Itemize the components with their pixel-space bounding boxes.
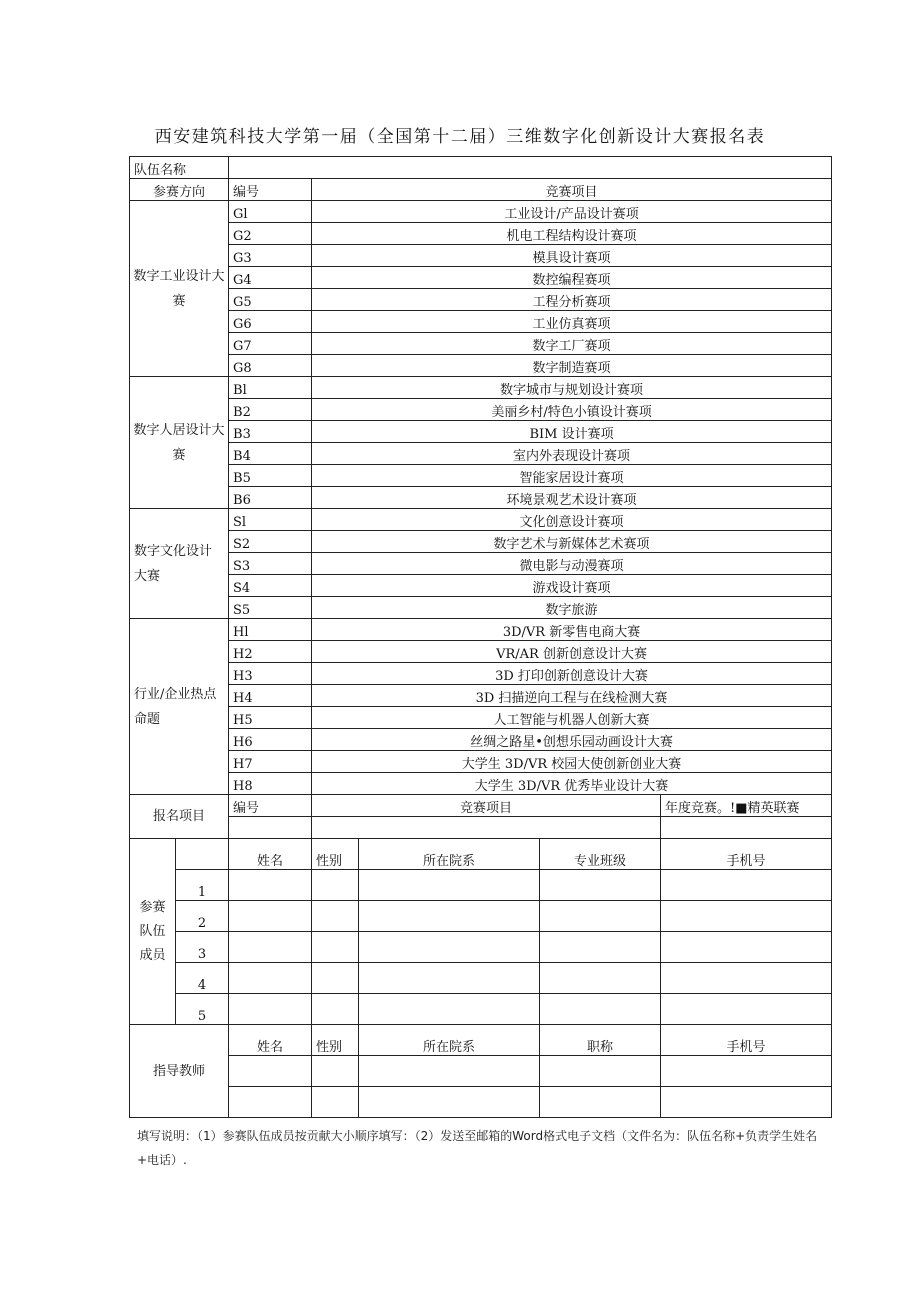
member-cell[interactable] (540, 901, 661, 932)
item-name: 工业仿真赛项 (312, 311, 832, 333)
item-code: Bl (229, 377, 312, 399)
member-cell[interactable] (229, 901, 312, 932)
item-code: H6 (229, 729, 312, 751)
item-name: 数控编程赛项 (312, 267, 832, 289)
member-index: 1 (176, 870, 229, 901)
item-name: 室内外表现设计赛项 (312, 443, 832, 465)
item-code: Hl (229, 619, 312, 641)
item-code: B4 (229, 443, 312, 465)
item-code: H5 (229, 707, 312, 729)
item-name: 文化创意设计赛项 (312, 509, 832, 531)
member-cell[interactable] (229, 932, 312, 963)
item-name: 大学生 3D/VR 校园大使创新创业大赛 (312, 751, 832, 773)
item-code: G3 (229, 245, 312, 267)
item-code: G8 (229, 355, 312, 377)
item-name: 数字城市与规划设计赛项 (312, 377, 832, 399)
member-cell[interactable] (359, 994, 540, 1025)
member-cell[interactable] (661, 963, 832, 994)
advisor-cell[interactable] (229, 1087, 312, 1118)
item-name: 丝绸之路星•创想乐园动画设计大赛 (312, 729, 832, 751)
item-code: H4 (229, 685, 312, 707)
member-header-cell: 所在院系 (359, 839, 540, 870)
item-name: 大学生 3D/VR 优秀毕业设计大赛 (312, 773, 832, 795)
member-cell[interactable] (312, 901, 359, 932)
member-cell[interactable] (229, 870, 312, 901)
registration-extra-header: 年度竞赛。!■精英联赛 (661, 795, 832, 817)
team-name-label: 队伍名称 (130, 157, 229, 179)
member-cell[interactable] (359, 932, 540, 963)
item-name: 微电影与动漫赛项 (312, 553, 832, 575)
advisor-header-cell: 性别 (312, 1025, 359, 1056)
member-cell[interactable] (312, 963, 359, 994)
advisor-cell[interactable] (661, 1087, 832, 1118)
member-cell[interactable] (540, 994, 661, 1025)
direction-label: 参赛方向 (130, 179, 229, 201)
item-name: 机电工程结构设计赛项 (312, 223, 832, 245)
item-code: G4 (229, 267, 312, 289)
member-cell[interactable] (540, 932, 661, 963)
member-cell[interactable] (312, 932, 359, 963)
member-index: 3 (176, 932, 229, 963)
item-code: H2 (229, 641, 312, 663)
item-name: 3D 扫描逆向工程与在线检测大赛 (312, 685, 832, 707)
category-name: 数字工业设计大赛 (130, 201, 229, 377)
category-name: 行业/企业热点命题 (130, 619, 229, 795)
item-name: 3D/VR 新零售电商大赛 (312, 619, 832, 641)
item-name: 人工智能与机器人创新大赛 (312, 707, 832, 729)
item-code: G7 (229, 333, 312, 355)
registration-form-table (129, 156, 832, 1118)
item-code: S5 (229, 597, 312, 619)
advisor-cell[interactable] (359, 1056, 540, 1087)
advisor-cell[interactable] (661, 1056, 832, 1087)
member-cell[interactable] (312, 870, 359, 901)
member-cell[interactable] (359, 870, 540, 901)
item-name: 数字制造赛项 (312, 355, 832, 377)
advisor-label: 指导教师 (130, 1025, 229, 1118)
advisor-cell[interactable] (312, 1087, 359, 1118)
item-name: 工程分析赛项 (312, 289, 832, 311)
member-cell[interactable] (312, 994, 359, 1025)
member-cell[interactable] (661, 870, 832, 901)
members-label: 参赛队伍成员 (130, 839, 176, 1025)
member-index: 5 (176, 994, 229, 1025)
advisor-cell[interactable] (312, 1056, 359, 1087)
form-body (130, 157, 832, 1118)
item-name: 模具设计赛项 (312, 245, 832, 267)
item-code: B6 (229, 487, 312, 509)
project-header: 竞赛项目 (312, 179, 832, 201)
item-code: B2 (229, 399, 312, 421)
team-name-field[interactable] (229, 157, 832, 179)
item-name: 美丽乡村/特色小镇设计赛项 (312, 399, 832, 421)
member-cell[interactable] (229, 963, 312, 994)
advisor-cell[interactable] (540, 1087, 661, 1118)
item-name: BIM 设计赛项 (312, 421, 832, 443)
item-code: H3 (229, 663, 312, 685)
item-name: 游戏设计赛项 (312, 575, 832, 597)
category-name: 数字文化设计大赛 (130, 509, 229, 619)
member-cell[interactable] (229, 994, 312, 1025)
item-code: B3 (229, 421, 312, 443)
advisor-cell[interactable] (229, 1056, 312, 1087)
member-cell[interactable] (359, 963, 540, 994)
item-name: 数字艺术与新媒体艺术赛项 (312, 531, 832, 553)
item-code: S4 (229, 575, 312, 597)
member-cell[interactable] (661, 932, 832, 963)
item-code: Gl (229, 201, 312, 223)
code-header: 编号 (229, 179, 312, 201)
member-cell[interactable] (661, 901, 832, 932)
item-code: Sl (229, 509, 312, 531)
advisor-header-cell: 所在院系 (359, 1025, 540, 1056)
registration-extra-field[interactable] (661, 817, 832, 839)
item-name: 数字旅游 (312, 597, 832, 619)
item-code: G6 (229, 311, 312, 333)
advisor-header-cell: 职称 (540, 1025, 661, 1056)
member-cell[interactable] (540, 963, 661, 994)
item-code: G2 (229, 223, 312, 245)
advisor-cell[interactable] (540, 1056, 661, 1087)
item-code: G5 (229, 289, 312, 311)
registration-code-field[interactable] (229, 817, 312, 839)
item-code: S3 (229, 553, 312, 575)
member-header-cell: 性别 (312, 839, 359, 870)
member-index-header (176, 839, 229, 870)
item-code: B5 (229, 465, 312, 487)
advisor-header-cell: 姓名 (229, 1025, 312, 1056)
item-code: H8 (229, 773, 312, 795)
item-code: H7 (229, 751, 312, 773)
member-cell[interactable] (661, 994, 832, 1025)
item-name: VR/AR 创新创意设计大赛 (312, 641, 832, 663)
member-header-cell: 手机号 (661, 839, 832, 870)
advisor-cell[interactable] (359, 1087, 540, 1118)
member-header-cell: 专业班级 (540, 839, 661, 870)
registration-code-header: 编号 (229, 795, 312, 817)
member-index: 2 (176, 901, 229, 932)
item-name: 环境景观艺术设计赛项 (312, 487, 832, 509)
category-name: 数字人居设计大赛 (130, 377, 229, 509)
form-title: 西安建筑科技大学第一届（全国第十二届）三维数字化创新设计大赛报名表 (154, 127, 766, 147)
item-code: S2 (229, 531, 312, 553)
member-header-cell: 姓名 (229, 839, 312, 870)
registration-project-header: 竞赛项目 (312, 795, 661, 817)
instructions-note: 填写说明：（1）参赛队伍成员按贡献大小顺序填写：（2）发送至邮箱的Word格式电子文档（文件名为：队伍名称+负责学生姓名+电话）. (137, 1129, 818, 1167)
item-name: 工业设计/产品设计赛项 (312, 201, 832, 223)
member-index: 4 (176, 963, 229, 994)
item-name: 数字工厂赛项 (312, 333, 832, 355)
item-name: 智能家居设计赛项 (312, 465, 832, 487)
item-name: 3D 打印创新创意设计大赛 (312, 663, 832, 685)
advisor-header-cell: 手机号 (661, 1025, 832, 1056)
registration-project-field[interactable] (312, 817, 661, 839)
member-cell[interactable] (359, 901, 540, 932)
member-cell[interactable] (540, 870, 661, 901)
registration-label: 报名项目 (130, 795, 229, 839)
